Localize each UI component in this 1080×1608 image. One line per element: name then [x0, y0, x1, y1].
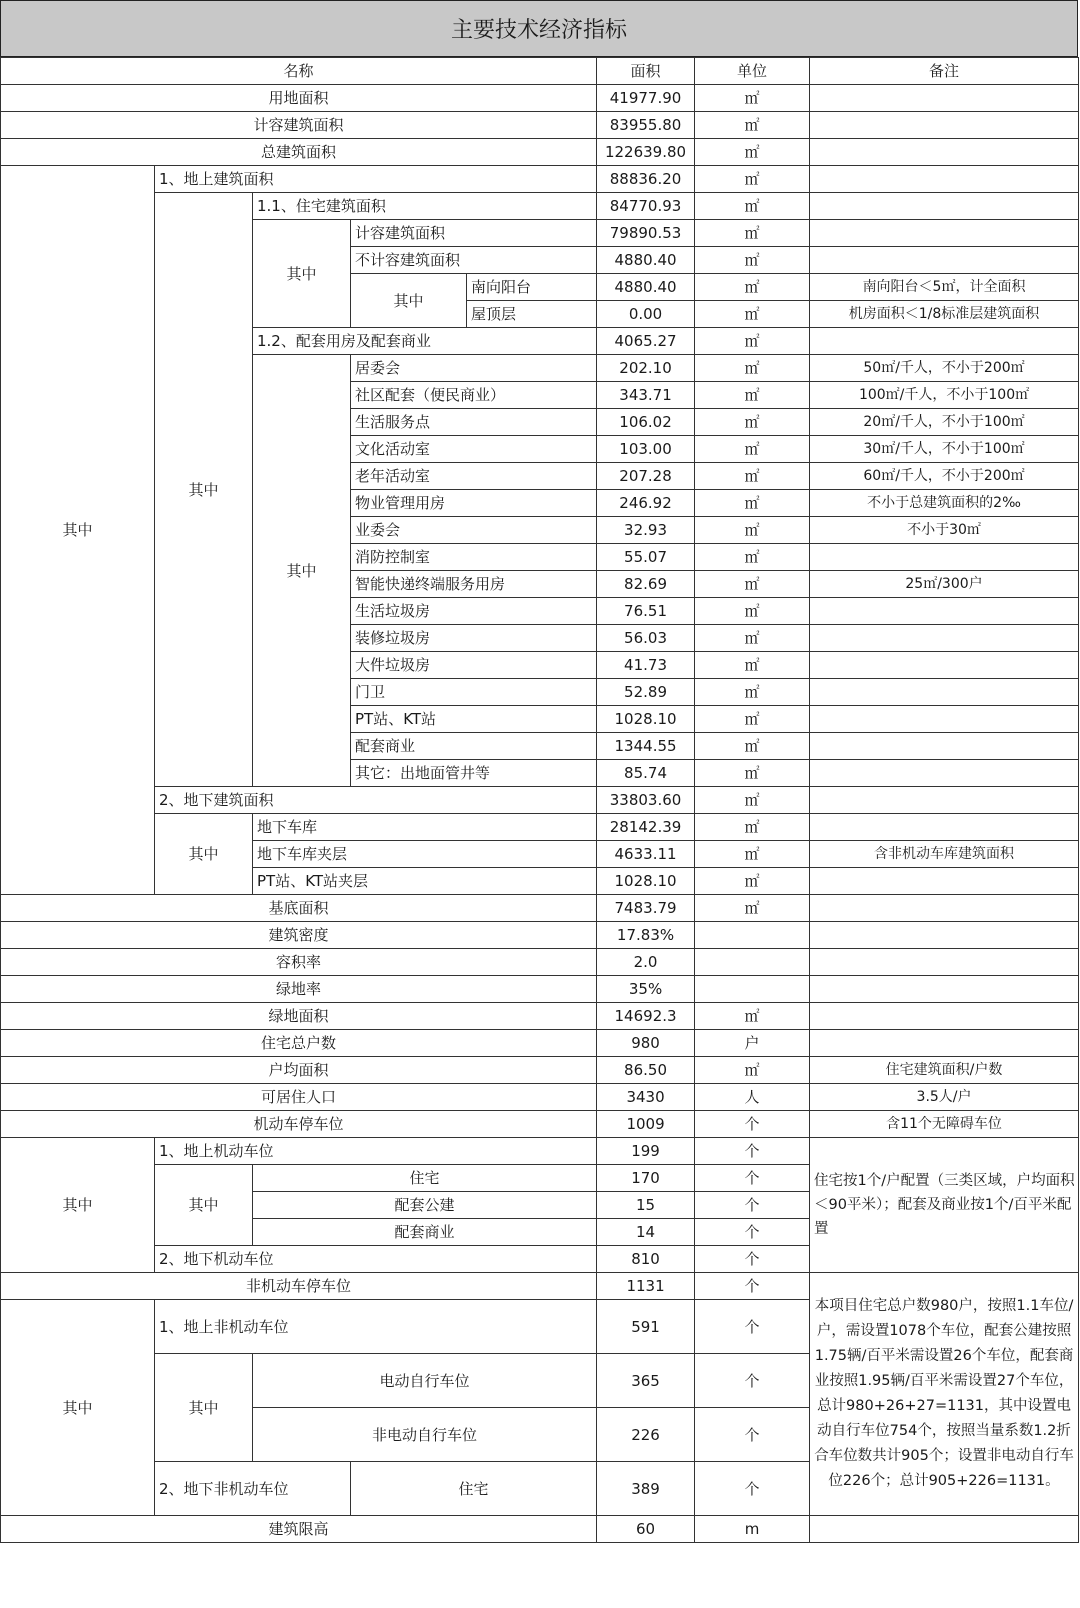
- table-row: [1, 976, 1079, 1003]
- unit-value: ㎡: [695, 355, 810, 382]
- note-value: [810, 976, 1079, 1003]
- unit-value: ㎡: [695, 544, 810, 571]
- row-name: 居委会: [351, 355, 597, 382]
- area-value: 60: [597, 1516, 695, 1543]
- area-value: 4880.40: [597, 247, 695, 274]
- group-label: 其中: [253, 220, 351, 328]
- unit-value: ㎡: [695, 895, 810, 922]
- area-value: 32.93: [597, 517, 695, 544]
- area-value: 76.51: [597, 598, 695, 625]
- area-value: 55.07: [597, 544, 695, 571]
- row-name: 1.2、配套用房及配套商业: [253, 328, 597, 355]
- area-value: 1028.10: [597, 706, 695, 733]
- group-label: 其中: [1, 1138, 155, 1273]
- area-value: 88836.20: [597, 166, 695, 193]
- row-name: 住宅: [253, 1165, 597, 1192]
- row-name: 社区配套（便民商业）: [351, 382, 597, 409]
- area-value: 1028.10: [597, 868, 695, 895]
- unit-value: [695, 976, 810, 1003]
- unit-value: ㎡: [695, 652, 810, 679]
- row-name: 生活垃圾房: [351, 598, 597, 625]
- unit-value: ㎡: [695, 814, 810, 841]
- unit-value: ㎡: [695, 760, 810, 787]
- table-row: [1, 139, 1079, 166]
- row-subname: 住宅: [351, 1462, 597, 1516]
- header-unit: 单位: [695, 58, 810, 85]
- indicator-table: [0, 57, 1079, 1543]
- row-name: 基底面积: [1, 895, 597, 922]
- unit-value: 人: [695, 1084, 810, 1111]
- row-name: 容积率: [1, 949, 597, 976]
- row-name: PT站、KT站夹层: [253, 868, 597, 895]
- note-value: [810, 112, 1079, 139]
- row-name: 生活服务点: [351, 409, 597, 436]
- row-name: 1、地上机动车位: [155, 1138, 597, 1165]
- group-label: 其中: [1, 166, 155, 895]
- unit-value: ㎡: [695, 571, 810, 598]
- row-name: 1.1、住宅建筑面积: [253, 193, 597, 220]
- area-value: 202.10: [597, 355, 695, 382]
- area-value: 35%: [597, 976, 695, 1003]
- note-value: [810, 760, 1079, 787]
- note-value: [810, 733, 1079, 760]
- note-value: [810, 85, 1079, 112]
- note-value: [810, 625, 1079, 652]
- unit-value: ㎡: [695, 328, 810, 355]
- unit-value: ㎡: [695, 1003, 810, 1030]
- row-name: 机动车停车位: [1, 1111, 597, 1138]
- area-value: 41977.90: [597, 85, 695, 112]
- row-name: 装修垃圾房: [351, 625, 597, 652]
- unit-value: [695, 949, 810, 976]
- area-value: 3430: [597, 1084, 695, 1111]
- row-name: 建筑密度: [1, 922, 597, 949]
- area-value: 52.89: [597, 679, 695, 706]
- area-value: 17.83%: [597, 922, 695, 949]
- table-row: [1, 922, 1079, 949]
- note-value: 20㎡/千人，不小于100㎡: [810, 409, 1079, 436]
- unit-value: ㎡: [695, 85, 810, 112]
- area-value: 389: [597, 1462, 695, 1516]
- note-value: [810, 868, 1079, 895]
- table-title: 主要技术经济指标: [0, 0, 1078, 57]
- row-name: 户均面积: [1, 1057, 597, 1084]
- unit-value: ㎡: [695, 436, 810, 463]
- unit-value: ㎡: [695, 409, 810, 436]
- table-row: [1, 193, 1079, 220]
- unit-value: ㎡: [695, 220, 810, 247]
- table-row: [1, 1057, 1079, 1084]
- row-name: 计容建筑面积: [1, 112, 597, 139]
- note-value: [810, 1516, 1079, 1543]
- unit-value: ㎡: [695, 463, 810, 490]
- note-value: 含11个无障碍车位: [810, 1111, 1079, 1138]
- group-label: 其中: [155, 814, 253, 895]
- row-name: 屋顶层: [467, 301, 597, 328]
- area-value: 33803.60: [597, 787, 695, 814]
- note-value: [810, 139, 1079, 166]
- unit-value: ㎡: [695, 274, 810, 301]
- row-name: PT站、KT站: [351, 706, 597, 733]
- group-label: 其中: [1, 1300, 155, 1516]
- note-value: [810, 787, 1079, 814]
- table-row: [1, 1138, 1079, 1165]
- unit-value: ㎡: [695, 517, 810, 544]
- header-note: 备注: [810, 58, 1079, 85]
- unit-value: ㎡: [695, 193, 810, 220]
- note-value: [810, 193, 1079, 220]
- row-name: 计容建筑面积: [351, 220, 597, 247]
- row-name: 建筑限高: [1, 1516, 597, 1543]
- table-row: [1, 1273, 1079, 1300]
- table-row: [1, 1030, 1079, 1057]
- unit-value: ㎡: [695, 166, 810, 193]
- area-value: 207.28: [597, 463, 695, 490]
- unit-value: 个: [695, 1192, 810, 1219]
- note-value: 机房面积＜1/8标准层建筑面积: [810, 301, 1079, 328]
- area-value: 1344.55: [597, 733, 695, 760]
- note-value: 3.5人/户: [810, 1084, 1079, 1111]
- note-value: 60㎡/千人，不小于200㎡: [810, 463, 1079, 490]
- area-value: 103.00: [597, 436, 695, 463]
- table-row: [1, 1111, 1079, 1138]
- unit-value: 个: [695, 1111, 810, 1138]
- note-value: [810, 247, 1079, 274]
- note-value: 含非机动车库建筑面积: [810, 841, 1079, 868]
- area-value: 170: [597, 1165, 695, 1192]
- area-value: 1131: [597, 1273, 695, 1300]
- table-row: [1, 787, 1079, 814]
- note-value: 50㎡/千人，不小于200㎡: [810, 355, 1079, 382]
- note-value: [810, 706, 1079, 733]
- area-value: 0.00: [597, 301, 695, 328]
- note-value: [810, 544, 1079, 571]
- area-value: 199: [597, 1138, 695, 1165]
- area-value: 106.02: [597, 409, 695, 436]
- note-value: 25㎡/300户: [810, 571, 1079, 598]
- row-name: 南向阳台: [467, 274, 597, 301]
- note-value: 南向阳台＜5㎡，计全面积: [810, 274, 1079, 301]
- area-value: 79890.53: [597, 220, 695, 247]
- note-value: 100㎡/千人，不小于100㎡: [810, 382, 1079, 409]
- row-name: 1、地上建筑面积: [155, 166, 597, 193]
- row-name: 住宅总户数: [1, 1030, 597, 1057]
- unit-value: ㎡: [695, 679, 810, 706]
- group-label: 其中: [155, 1165, 253, 1246]
- note-value: [810, 922, 1079, 949]
- row-name: 总建筑面积: [1, 139, 597, 166]
- unit-value: ㎡: [695, 1057, 810, 1084]
- table-row: [1, 949, 1079, 976]
- area-value: 41.73: [597, 652, 695, 679]
- note-value: [810, 652, 1079, 679]
- row-name: 业委会: [351, 517, 597, 544]
- area-value: 7483.79: [597, 895, 695, 922]
- unit-value: 个: [695, 1300, 810, 1354]
- note-value: [810, 1030, 1079, 1057]
- row-name: 门卫: [351, 679, 597, 706]
- unit-value: ㎡: [695, 598, 810, 625]
- table-row: [1, 85, 1079, 112]
- note-value: [810, 949, 1079, 976]
- unit-value: 个: [695, 1246, 810, 1273]
- note-value: [810, 679, 1079, 706]
- unit-value: 个: [695, 1462, 810, 1516]
- unit-value: ㎡: [695, 112, 810, 139]
- note-value: [810, 328, 1079, 355]
- unit-value: 个: [695, 1165, 810, 1192]
- row-name: 非机动车停车位: [1, 1273, 597, 1300]
- unit-value: [695, 922, 810, 949]
- table-row: [1, 814, 1079, 841]
- note-value: 不小于30㎡: [810, 517, 1079, 544]
- area-value: 56.03: [597, 625, 695, 652]
- unit-value: ㎡: [695, 139, 810, 166]
- row-name: 地下车库夹层: [253, 841, 597, 868]
- table-row: [1, 112, 1079, 139]
- row-name: 不计容建筑面积: [351, 247, 597, 274]
- area-value: 246.92: [597, 490, 695, 517]
- row-name: 2、地下机动车位: [155, 1246, 597, 1273]
- row-name: 用地面积: [1, 85, 597, 112]
- row-name: 智能快递终端服务用房: [351, 571, 597, 598]
- table-row: [1, 895, 1079, 922]
- unit-value: ㎡: [695, 733, 810, 760]
- area-value: 4065.27: [597, 328, 695, 355]
- note-value: 不小于总建筑面积的2‰: [810, 490, 1079, 517]
- note-value: 住宅建筑面积/户数: [810, 1057, 1079, 1084]
- area-value: 28142.39: [597, 814, 695, 841]
- header-row: [1, 58, 1079, 85]
- unit-value: ㎡: [695, 625, 810, 652]
- row-name: 1、地上非机动车位: [155, 1300, 597, 1354]
- area-value: 14692.3: [597, 1003, 695, 1030]
- table-row: [1, 1003, 1079, 1030]
- parking-note: 住宅按1个/户配置（三类区域，户均面积＜90平米）；配套及商业按1个/百平米配置: [810, 1138, 1079, 1273]
- row-name: 消防控制室: [351, 544, 597, 571]
- group-label: 其中: [155, 1354, 253, 1462]
- area-value: 85.74: [597, 760, 695, 787]
- group-label: 其中: [155, 193, 253, 787]
- row-name: 可居住人口: [1, 1084, 597, 1111]
- area-value: 4633.11: [597, 841, 695, 868]
- table-row: [1, 1084, 1079, 1111]
- area-value: 83955.80: [597, 112, 695, 139]
- area-value: 86.50: [597, 1057, 695, 1084]
- unit-value: 户: [695, 1030, 810, 1057]
- row-name: 文化活动室: [351, 436, 597, 463]
- unit-value: ㎡: [695, 247, 810, 274]
- area-value: 226: [597, 1408, 695, 1462]
- unit-value: 个: [695, 1138, 810, 1165]
- unit-value: ㎡: [695, 841, 810, 868]
- row-name: 物业管理用房: [351, 490, 597, 517]
- row-name: 配套公建: [253, 1192, 597, 1219]
- unit-value: 个: [695, 1354, 810, 1408]
- header-name: 名称: [1, 58, 597, 85]
- unit-value: ㎡: [695, 382, 810, 409]
- row-name: 老年活动室: [351, 463, 597, 490]
- note-value: [810, 814, 1079, 841]
- area-value: 4880.40: [597, 274, 695, 301]
- area-value: 84770.93: [597, 193, 695, 220]
- area-value: 810: [597, 1246, 695, 1273]
- area-value: 980: [597, 1030, 695, 1057]
- unit-value: m: [695, 1516, 810, 1543]
- area-value: 1009: [597, 1111, 695, 1138]
- table-row: [1, 166, 1079, 193]
- unit-value: ㎡: [695, 301, 810, 328]
- unit-value: 个: [695, 1273, 810, 1300]
- unit-value: 个: [695, 1408, 810, 1462]
- note-value: [810, 1003, 1079, 1030]
- table-row: [1, 1516, 1079, 1543]
- row-name: 大件垃圾房: [351, 652, 597, 679]
- row-name: 非电动自行车位: [253, 1408, 597, 1462]
- group-label: 其中: [253, 355, 351, 787]
- note-value: [810, 895, 1079, 922]
- group-label: 其中: [351, 274, 467, 328]
- area-value: 82.69: [597, 571, 695, 598]
- note-value: [810, 598, 1079, 625]
- area-value: 365: [597, 1354, 695, 1408]
- note-value: 30㎡/千人，不小于100㎡: [810, 436, 1079, 463]
- unit-value: ㎡: [695, 706, 810, 733]
- unit-value: ㎡: [695, 868, 810, 895]
- row-name: 电动自行车位: [253, 1354, 597, 1408]
- row-name: 其它：出地面管井等: [351, 760, 597, 787]
- unit-value: 个: [695, 1219, 810, 1246]
- bike-note: 本项目住宅总户数980户，按照1.1车位/户，需设置1078个车位，配套公建按照1.75辆/百平米需设置26个车位，配套商业按照1.95辆/百平米需设置27个车位，总计980+26+27=1131，其中设置电动自行车位754个，按照当量系数1.2折合车位数共计905个；设置非电动自行车位226个；总计905+226=1131。: [810, 1273, 1079, 1516]
- row-name: 2、地下建筑面积: [155, 787, 597, 814]
- row-name: 绿地面积: [1, 1003, 597, 1030]
- row-name: 地下车库: [253, 814, 597, 841]
- note-value: [810, 166, 1079, 193]
- note-value: [810, 220, 1079, 247]
- area-value: 2.0: [597, 949, 695, 976]
- area-value: 591: [597, 1300, 695, 1354]
- row-name: 配套商业: [253, 1219, 597, 1246]
- area-value: 14: [597, 1219, 695, 1246]
- header-area: 面积: [597, 58, 695, 85]
- unit-value: ㎡: [695, 787, 810, 814]
- area-value: 15: [597, 1192, 695, 1219]
- row-name: 绿地率: [1, 976, 597, 1003]
- area-value: 122639.80: [597, 139, 695, 166]
- area-value: 343.71: [597, 382, 695, 409]
- unit-value: ㎡: [695, 490, 810, 517]
- row-name: 配套商业: [351, 733, 597, 760]
- row-name: 2、地下非机动车位: [155, 1462, 351, 1516]
